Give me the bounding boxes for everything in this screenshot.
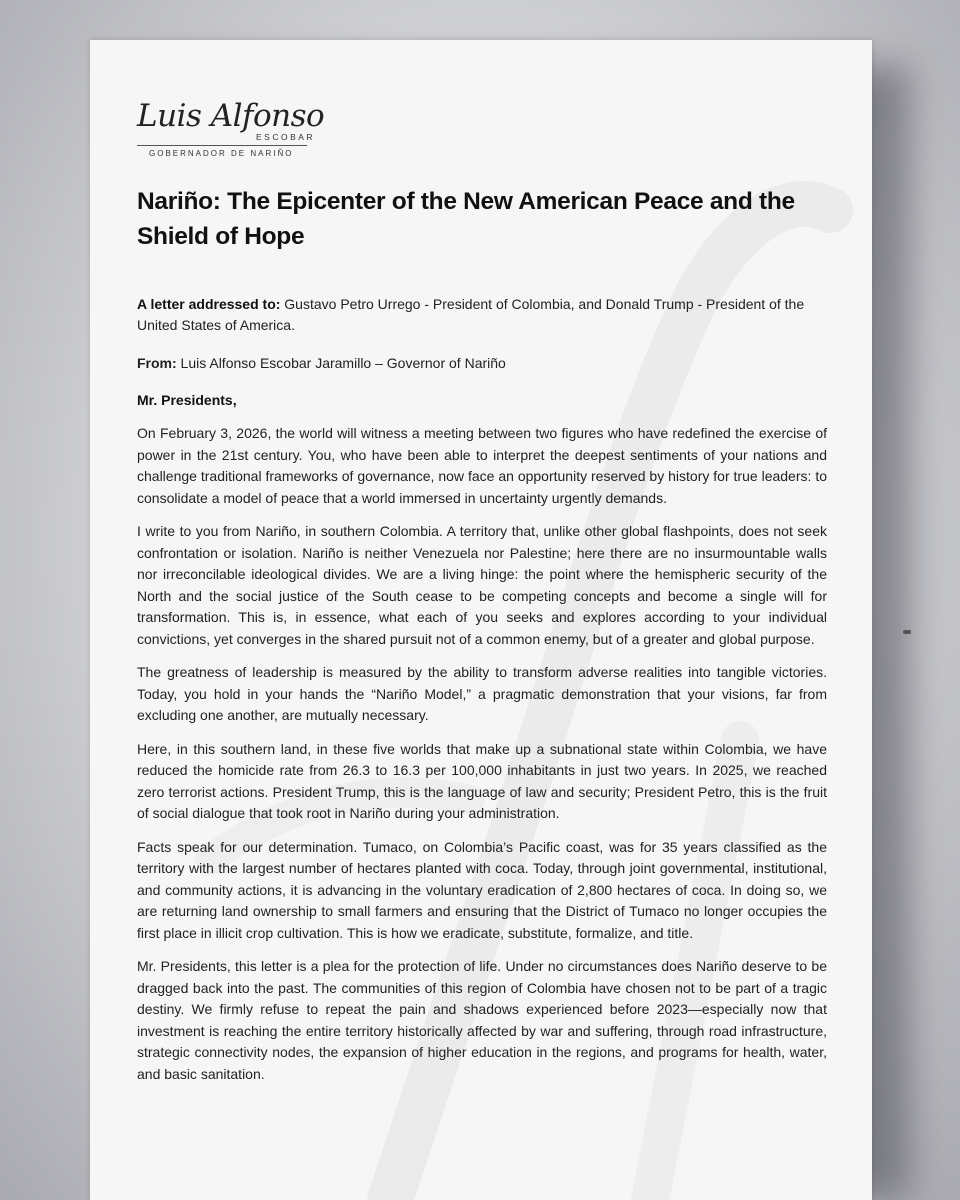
body-paragraph: The greatness of leadership is measured by the ability to transform adverse realities into tangible victories. Today, you hold in your hands the “Nariño Model,” a pragmatic demonstration that your visions, far from excluding one another, are mutually necessary. — [137, 664, 827, 723]
logo-signature: Luis Alfonso — [137, 98, 325, 134]
letter-content — [137, 98, 827, 1085]
body-paragraph: Facts speak for our determination. Tumaco, on Colombia’s Pacific coast, was for 35 years classified as the territory with the largest number of hectares planted with coca. Today, through joint governmental, institutional, and community actions, it is advancing in the voluntary eradication of 2,800 hectares of coca. In doing so, we are returning land ownership to small farmers and ensuring that the District of Tumaco no longer occupies the first place in illicit crop cultivation. This is how we eradicate, substitute, formalize, and title. — [137, 838, 827, 941]
salutation: Mr. Presidents, — [137, 392, 237, 408]
logo-divider — [137, 145, 307, 146]
from-text: Luis Alfonso Escobar Jaramillo – Governor of Nariño — [176, 355, 506, 371]
from-line — [137, 353, 827, 374]
logo-role: GOBERNADOR DE NARIÑO — [149, 149, 294, 158]
addressed-label: A letter addressed to: — [137, 296, 281, 312]
addressed-line — [137, 294, 827, 336]
body-paragraph: On February 3, 2026, the world will witness a meeting between two figures who have redefined the exercise of power in the 21st century. You, who have been able to interpret the deepest sentiments of your nations and challenge traditional frameworks of governance, now face an opportunity reserved by history for true leaders: to consolidate a model of peace that a world immersed in uncertainty urgently demands. — [137, 425, 827, 506]
from-label: From: — [137, 355, 177, 371]
addressed-text: Gustavo Petro Urrego - President of Colombia, and Donald Trump - President of the United States of America. — [137, 296, 805, 333]
letter-page — [90, 40, 872, 1200]
letterhead-logo — [137, 98, 325, 158]
logo-surname: ESCOBAR — [256, 132, 316, 142]
body-paragraph: Mr. Presidents, this letter is a plea for the protection of life. Under no circumstances does Nariño deserve to be dragged back into the past. The communities of this region of Colombia have chosen not to be part of a tragic destiny. We firmly refuse to repeat the pain and shadows experienced before 2023—especially now that investment is reaching the entire territory historically affected by war and suffering, through road infrastructure, strategic connectivity nodes, the expansion of higher education in the regions, and programs for health, water, and basic sanitation. — [137, 958, 827, 1082]
edge-mark — [903, 630, 911, 634]
letter-title: Nariño: The Epicenter of the New American Peace and the Shield of Hope — [137, 188, 795, 250]
body-paragraph: I write to you from Nariño, in southern Colombia. A territory that, unlike other global flashpoints, does not seek confrontation or isolation. Nariño is neither Venezuela nor Palestine; here there are no insurmountable walls nor irreconcilable ideological divides. We are a living hinge: the point where the hemispheric security of the North and the social justice of the South cease to be competing concepts and become a single will for transformation. This is, in essence, what each of you seeks and explores according to your individual convictions, yet converges in the shared pursuit not of a common enemy, but of a greater and global purpose. — [137, 523, 827, 647]
body-paragraph: Here, in this southern land, in these five worlds that make up a subnational state within Colombia, we have reduced the homicide rate from 26.3 to 16.3 per 100,000 inhabitants in just two years. In 2025, we reached zero terrorist actions. President Trump, this is the language of law and security; President Petro, this is the fruit of social dialogue that took root in Nariño during your administration. — [137, 740, 827, 821]
